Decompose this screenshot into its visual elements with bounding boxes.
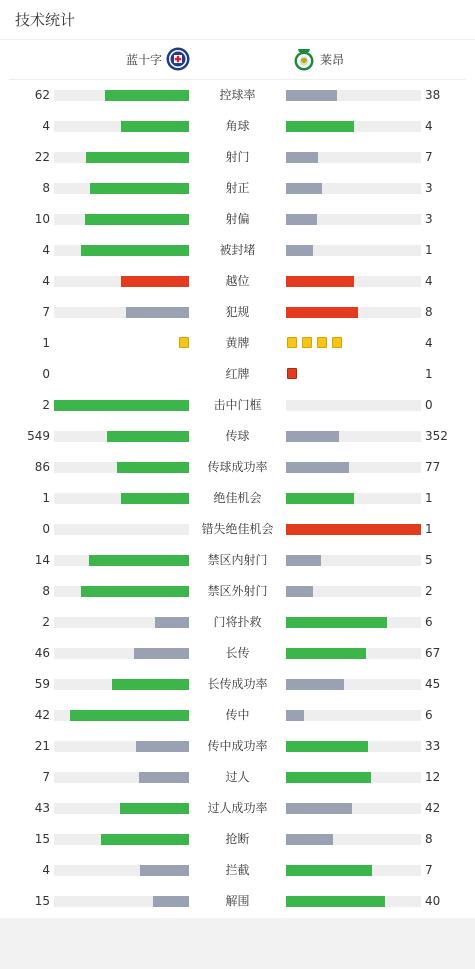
- away-value: 4: [425, 119, 433, 133]
- away-bar-fill: [286, 555, 321, 566]
- home-bar-track: [54, 462, 189, 473]
- away-bar-fill: [286, 741, 368, 752]
- stat-row: [0, 762, 475, 793]
- stat-label: 过人成功率: [207, 801, 268, 815]
- home-value: 21: [34, 739, 50, 753]
- stat-label: 射门: [225, 150, 250, 164]
- away-team[interactable]: [292, 47, 344, 71]
- home-bar-track: [54, 183, 189, 194]
- home-bar-track: [54, 276, 189, 287]
- away-bar-fill: [286, 307, 358, 318]
- stat-label: 长传: [225, 646, 250, 660]
- home-bar-track: [54, 555, 189, 566]
- away-value: 67: [425, 646, 441, 660]
- home-bar-track: [54, 710, 189, 721]
- away-bar-track: [286, 586, 421, 597]
- home-bar-fill: [153, 896, 189, 907]
- away-value: 1: [425, 491, 433, 505]
- away-bar-track: [286, 245, 421, 256]
- home-value: 7: [42, 305, 50, 319]
- home-bar-fill: [107, 431, 189, 442]
- home-bar-fill: [86, 152, 189, 163]
- stat-row: [0, 638, 475, 669]
- away-value: 33: [425, 739, 441, 753]
- stat-label: 传球成功率: [207, 460, 268, 474]
- home-bar-fill: [70, 710, 189, 721]
- away-bar-track: [286, 214, 421, 225]
- away-bar-fill: [286, 586, 313, 597]
- home-value: 2: [42, 615, 50, 629]
- away-team-name: 莱昂: [320, 52, 345, 67]
- yellow-card-icon: [302, 337, 312, 348]
- away-bar-track: [286, 431, 421, 442]
- away-value: 7: [425, 150, 433, 164]
- away-bar-track: [286, 834, 421, 845]
- stat-row: [0, 390, 475, 421]
- home-bar-fill: [126, 307, 189, 318]
- away-value: 6: [425, 615, 433, 629]
- home-bar-fill: [117, 462, 189, 473]
- home-value: 1: [42, 491, 50, 505]
- stat-label: 犯规: [225, 305, 250, 319]
- leon-logo-icon: [292, 47, 316, 71]
- away-bar-track: [286, 896, 421, 907]
- stats-list: [0, 80, 475, 917]
- home-value: 4: [42, 119, 50, 133]
- stat-row: [0, 421, 475, 452]
- stat-row: [0, 886, 475, 917]
- away-value: 7: [425, 863, 433, 877]
- home-bar-track: [54, 245, 189, 256]
- home-bar-track: [54, 431, 189, 442]
- stat-label: 门将扑救: [213, 615, 262, 629]
- stat-label: 射正: [225, 181, 250, 195]
- home-bar-track: [54, 648, 189, 659]
- away-value: 38: [425, 88, 441, 102]
- home-value: 2: [42, 398, 50, 412]
- home-bar-fill: [89, 555, 189, 566]
- home-bar-track: [54, 772, 189, 783]
- stat-row: [0, 700, 475, 731]
- home-value: 1: [42, 336, 50, 350]
- stat-label: 传中: [225, 708, 250, 722]
- home-value: 59: [34, 677, 50, 691]
- home-bar-fill: [134, 648, 189, 659]
- away-value: 12: [425, 770, 441, 784]
- home-bar-fill: [155, 617, 189, 628]
- away-bar-fill: [286, 679, 344, 690]
- home-bar-fill: [139, 772, 189, 783]
- home-value: 86: [34, 460, 50, 474]
- away-bar-fill: [286, 183, 322, 194]
- away-bar-fill: [286, 896, 385, 907]
- home-bar-fill: [140, 865, 189, 876]
- away-bar-fill: [286, 772, 371, 783]
- away-value: 8: [425, 305, 433, 319]
- away-bar-fill: [286, 617, 387, 628]
- away-bar-track: [286, 555, 421, 566]
- away-value: 4: [425, 274, 433, 288]
- away-bar-fill: [286, 648, 366, 659]
- home-bar-track: [54, 152, 189, 163]
- stat-row: [0, 793, 475, 824]
- home-value: 14: [34, 553, 50, 567]
- stat-label: 黄牌: [225, 336, 250, 350]
- home-value: 0: [42, 367, 50, 381]
- home-bar-track: [54, 214, 189, 225]
- away-bar-track: [286, 307, 421, 318]
- stat-row: [0, 266, 475, 297]
- away-value: 3: [425, 181, 433, 195]
- home-value: 4: [42, 863, 50, 877]
- home-value: 549: [27, 429, 50, 443]
- away-bar-fill: [286, 803, 352, 814]
- away-bar-fill: [286, 121, 354, 132]
- home-value: 46: [34, 646, 50, 660]
- stat-row: [0, 142, 475, 173]
- away-bar-track: [286, 183, 421, 194]
- stat-row: [0, 824, 475, 855]
- stat-label: 越位: [225, 274, 250, 288]
- yellow-card-icon: [179, 337, 189, 348]
- home-value: 0: [42, 522, 50, 536]
- away-bar-track: [286, 803, 421, 814]
- stat-row: [0, 576, 475, 607]
- home-bar-track: [54, 400, 189, 411]
- away-value: 1: [425, 243, 433, 257]
- away-bar-fill: [286, 524, 421, 535]
- home-bar-fill: [81, 586, 189, 597]
- home-value: 10: [34, 212, 50, 226]
- stat-label: 传中成功率: [207, 739, 268, 753]
- away-value: 0: [425, 398, 433, 412]
- away-bar-track: [286, 648, 421, 659]
- stat-row: [0, 359, 475, 390]
- stat-row: [0, 514, 475, 545]
- away-value: 6: [425, 708, 433, 722]
- stat-label: 过人: [225, 770, 250, 784]
- stat-label: 错失绝佳机会: [201, 522, 274, 536]
- home-bar-track: [54, 90, 189, 101]
- home-bar-fill: [85, 214, 189, 225]
- away-bar-fill: [286, 90, 337, 101]
- away-bar-fill: [286, 431, 339, 442]
- home-value: 7: [42, 770, 50, 784]
- home-bar-track: [54, 307, 189, 318]
- stat-row: [0, 235, 475, 266]
- stat-label: 抢断: [225, 832, 250, 846]
- teams-header: [9, 40, 466, 80]
- home-bar-fill: [54, 400, 189, 411]
- away-bar-track: [286, 276, 421, 287]
- away-value: 2: [425, 584, 433, 598]
- stat-row: [0, 669, 475, 700]
- home-bar-track: [54, 524, 189, 535]
- away-bar-track: [286, 493, 421, 504]
- cruz-azul-logo-icon: [166, 47, 190, 71]
- stat-row: [0, 80, 475, 111]
- away-bar-track: [286, 710, 421, 721]
- home-value: 43: [34, 801, 50, 815]
- stat-row: [0, 173, 475, 204]
- home-bar-fill: [105, 90, 189, 101]
- away-value: 45: [425, 677, 441, 691]
- home-bar-track: [54, 896, 189, 907]
- away-value: 40: [425, 894, 441, 908]
- red-card-icon: [287, 368, 297, 379]
- away-bar-track: [286, 152, 421, 163]
- away-value: 352: [425, 429, 448, 443]
- away-value: 1: [425, 522, 433, 536]
- away-bar-track: [286, 741, 421, 752]
- home-bar-track: [54, 493, 189, 504]
- home-value: 4: [42, 243, 50, 257]
- home-bar-fill: [112, 679, 189, 690]
- stat-label: 长传成功率: [207, 677, 268, 691]
- away-value: 3: [425, 212, 433, 226]
- home-value: 15: [34, 832, 50, 846]
- home-bar-fill: [136, 741, 189, 752]
- home-value: 22: [34, 150, 50, 164]
- stat-row: [0, 731, 475, 762]
- home-bar-track: [54, 617, 189, 628]
- home-value: 62: [34, 88, 50, 102]
- section-title: 技术统计: [0, 0, 475, 40]
- stat-row: [0, 607, 475, 638]
- away-value: 4: [425, 336, 433, 350]
- home-bar-fill: [121, 493, 189, 504]
- home-bar-track: [54, 121, 189, 132]
- stat-label: 被封堵: [219, 243, 256, 257]
- home-team-name: 蓝十字: [125, 52, 162, 67]
- away-bar-track: [286, 121, 421, 132]
- away-bar-fill: [286, 245, 313, 256]
- stat-row: [0, 855, 475, 886]
- stat-row: [0, 452, 475, 483]
- away-bar-fill: [286, 865, 372, 876]
- away-bar-track: [286, 865, 421, 876]
- away-bar-fill: [286, 152, 318, 163]
- stat-row: [0, 483, 475, 514]
- home-bar-track: [54, 803, 189, 814]
- away-bar-fill: [286, 276, 354, 287]
- home-bar-fill: [120, 803, 189, 814]
- away-bar-track: [286, 772, 421, 783]
- away-value: 8: [425, 832, 433, 846]
- home-value: 8: [42, 181, 50, 195]
- stat-label: 禁区内射门: [207, 553, 268, 567]
- stat-row: [0, 204, 475, 235]
- yellow-card-icon: [332, 337, 342, 348]
- away-bar-fill: [286, 834, 333, 845]
- home-bar-track: [54, 865, 189, 876]
- away-bar-track: [286, 524, 421, 535]
- home-team[interactable]: [126, 47, 190, 71]
- yellow-card-icon: [287, 337, 297, 348]
- home-bar-track: [54, 741, 189, 752]
- home-value: 15: [34, 894, 50, 908]
- away-bar-fill: [286, 462, 349, 473]
- stat-label: 击中门框: [213, 398, 262, 412]
- home-bar-track: [54, 679, 189, 690]
- stat-label: 禁区外射门: [207, 584, 268, 598]
- home-value: 42: [34, 708, 50, 722]
- away-value: 5: [425, 553, 433, 567]
- yellow-card-icon: [317, 337, 327, 348]
- stat-label: 角球: [225, 119, 250, 133]
- away-value: 42: [425, 801, 441, 815]
- stat-row: [0, 297, 475, 328]
- home-bar-fill: [121, 276, 189, 287]
- away-bar-fill: [286, 710, 304, 721]
- stat-row: [0, 545, 475, 576]
- away-bar-track: [286, 90, 421, 101]
- away-bar-track: [286, 400, 421, 411]
- home-value: 8: [42, 584, 50, 598]
- home-bar-fill: [121, 121, 189, 132]
- away-bar-track: [286, 462, 421, 473]
- stat-label: 控球率: [219, 88, 256, 102]
- stat-label: 红牌: [225, 367, 250, 381]
- away-value: 1: [425, 367, 433, 381]
- stat-label: 传球: [225, 429, 250, 443]
- away-bar-fill: [286, 493, 354, 504]
- away-bar-track: [286, 679, 421, 690]
- stat-row: [0, 328, 475, 359]
- home-bar-fill: [81, 245, 189, 256]
- home-bar-fill: [101, 834, 189, 845]
- home-bar-track: [54, 586, 189, 597]
- away-value: 77: [425, 460, 441, 474]
- stat-row: [0, 111, 475, 142]
- home-bar-track: [54, 834, 189, 845]
- stat-label: 解围: [225, 894, 250, 908]
- stat-label: 射偏: [225, 212, 250, 226]
- home-value: 4: [42, 274, 50, 288]
- away-bar-fill: [286, 214, 317, 225]
- stat-label: 绝佳机会: [213, 491, 262, 505]
- home-bar-fill: [90, 183, 189, 194]
- away-bar-track: [286, 617, 421, 628]
- stat-label: 拦截: [225, 863, 250, 877]
